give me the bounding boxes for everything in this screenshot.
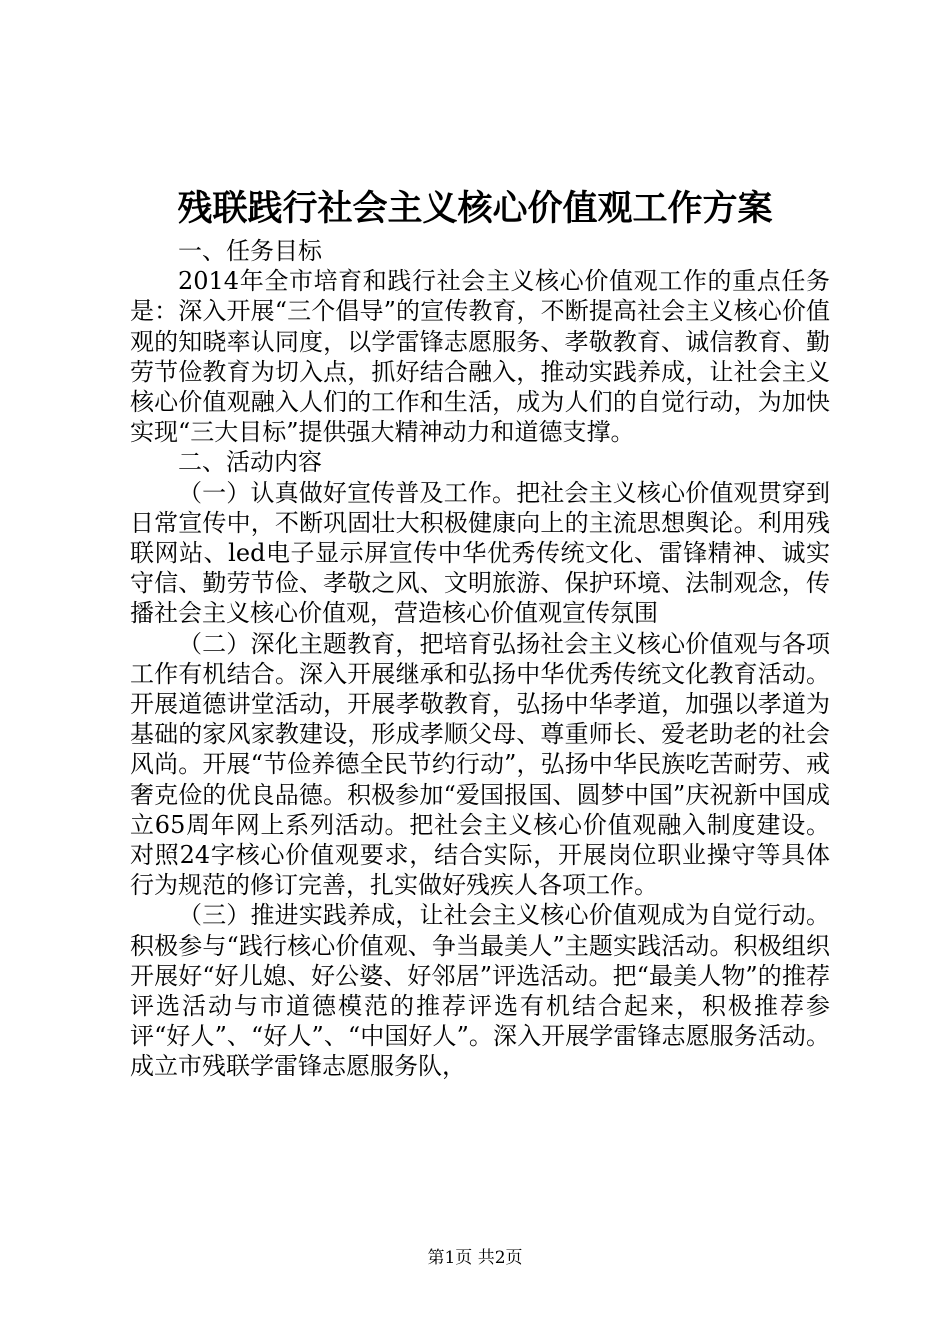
paragraph-activity-1: （一）认真做好宣传普及工作。把社会主义核心价值观贯穿到日常宣传中，不断巩固壮大积极健康向上的主流思想舆论。利用残联网站、led电子显示屏宣传中华优秀传统文化、雷锋精神、诚实守信、勤劳节俭、孝敬之风、文明旅游、保护环境、法制观念，传播社会主义核心价值观，营造核心价值观宣传氛围 [130,478,830,628]
paragraph-task-goal: 2014年全市培育和践行社会主义核心价值观工作的重点任务是：深入开展“三个倡导”的宣传教育，不断提高社会主义核心价值观的知晓率认同度，以学雷锋志愿服务、孝敬教育、诚信教育、勤劳节俭教育为切入点，抓好结合融入，推动实践养成，让社会主义核心价值观融入人们的工作和生活，成为人们的自觉行动，为加快实现“三大目标”提供强大精神动力和道德支撑。 [130,267,830,447]
paragraph-activity-3: （三）推进实践养成，让社会主义核心价值观成为自觉行动。积极参与“践行核心价值观、争当最美人”主题实践活动。积极组织开展好“好儿媳、好公婆、好邻居”评选活动。把“最美人物”的推荐评选活动与市道德模范的推荐评选有机结合起来，积极推荐参评“好人”、“好人”、“中国好人”。深入开展学雷锋志愿服务活动。成立市残联学雷锋志愿服务队， [130,901,830,1081]
paragraph-activity-2: （二）深化主题教育，把培育弘扬社会主义核心价值观与各项工作有机结合。深入开展继承和弘扬中华优秀传统文化教育活动。开展道德讲堂活动，开展孝敬教育，弘扬中华孝道，加强以孝道为基础的家风家教建设，形成孝顺父母、尊重师长、爱老助老的社会风尚。开展“节俭养德全民节约行动”，弘扬中华民族吃苦耐劳、戒奢克俭的优良品德。积极参加“爱国报国、圆梦中国”庆祝新中国成立65周年网上系列活动。把社会主义核心价值观融入制度建设。对照24字核心价值观要求，结合实际，开展岗位职业操守等具体行为规范的修订完善，扎实做好残疾人各项工作。 [130,629,830,900]
document-body [130,236,830,1082]
section-heading-activity-content: 二、活动内容 [178,448,322,477]
section-heading-task-goal: 一、任务目标 [178,237,322,265]
page-footer: 第1页 共2页 [427,1248,523,1268]
document-title: 残联践行社会主义核心价值观工作方案 [177,188,773,229]
